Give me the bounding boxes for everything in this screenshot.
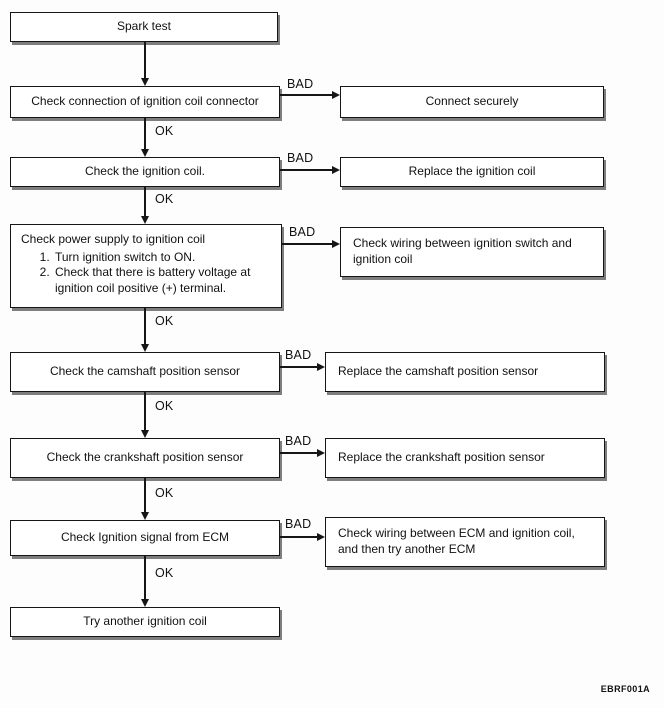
ok-label-3: OK (155, 314, 174, 328)
check-power-supply-steps (21, 250, 273, 297)
arrow-down-5 (144, 478, 146, 512)
spark-test-label: Spark test (116, 19, 172, 34)
check-camshaft-sensor-label: Check the camshaft position sensor (49, 364, 241, 379)
ok-label-6: OK (155, 566, 174, 580)
check-power-supply-content (21, 232, 273, 296)
arrow-bad-1 (280, 94, 332, 96)
arrow-down-6 (144, 556, 146, 599)
arrow-down-2 (144, 187, 146, 216)
arrow-bad-3 (282, 243, 332, 245)
check-crankshaft-sensor-label: Check the crankshaft position sensor (46, 450, 244, 465)
arrow-down-4 (144, 392, 146, 430)
check-ecm-signal-box (10, 520, 280, 556)
check-power-supply-title: Check power supply to ignition coil (21, 232, 206, 246)
bad-label-6: BAD (285, 517, 312, 531)
check-wiring-ecm-label: Check wiring between ECM and ignition coil, and then try another ECM (338, 526, 575, 556)
replace-crankshaft-sensor-box (325, 438, 605, 478)
arrow-down-3 (144, 308, 146, 344)
arrow-bad-6 (280, 536, 317, 538)
power-supply-step-1: 1. Turn ignition switch to ON. (53, 250, 273, 266)
check-coil-connector-box (10, 86, 280, 118)
check-camshaft-sensor-box (10, 352, 280, 392)
check-power-supply-box (10, 224, 282, 308)
arrow-bad-2 (280, 169, 332, 171)
power-supply-step-2: 2. Check that there is battery voltage at ignition coil positive (+) terminal. (53, 265, 273, 296)
arrow-down-1 (144, 118, 146, 149)
try-another-coil-box (10, 607, 280, 637)
connect-securely-box (340, 86, 604, 118)
ok-label-4: OK (155, 399, 174, 413)
check-ignition-coil-label: Check the ignition coil. (84, 164, 206, 179)
replace-ignition-coil-label: Replace the ignition coil (408, 164, 536, 179)
bad-label-3: BAD (289, 225, 316, 239)
replace-camshaft-sensor-label: Replace the camshaft position sensor (338, 364, 539, 379)
ok-label-1: OK (155, 124, 174, 138)
bad-label-2: BAD (287, 151, 314, 165)
check-ignition-coil-box (10, 157, 280, 187)
replace-ignition-coil-box (340, 157, 604, 187)
spark-test-box (10, 12, 278, 42)
check-crankshaft-sensor-box (10, 438, 280, 478)
ok-label-5: OK (155, 486, 174, 500)
replace-crankshaft-sensor-label: Replace the crankshaft position sensor (338, 450, 545, 465)
try-another-coil-label: Try another ignition coil (83, 614, 207, 629)
figure-code: EBRF001A (600, 684, 650, 694)
bad-label-1: BAD (287, 77, 314, 91)
ok-label-2: OK (155, 192, 174, 206)
check-ecm-signal-label: Check Ignition signal from ECM (60, 530, 230, 545)
check-wiring-switch-label: Check wiring between ignition switch and ignition coil (353, 236, 572, 266)
check-wiring-switch-box (340, 227, 604, 277)
arrow-down-start (144, 42, 146, 78)
connect-securely-label: Connect securely (425, 94, 519, 109)
check-wiring-ecm-box (325, 517, 605, 567)
check-coil-connector-label: Check connection of ignition coil connector (31, 94, 259, 109)
bad-label-4: BAD (285, 348, 312, 362)
arrow-bad-4 (280, 366, 317, 368)
replace-camshaft-sensor-box (325, 352, 605, 392)
bad-label-5: BAD (285, 434, 312, 448)
arrow-bad-5 (280, 452, 317, 454)
